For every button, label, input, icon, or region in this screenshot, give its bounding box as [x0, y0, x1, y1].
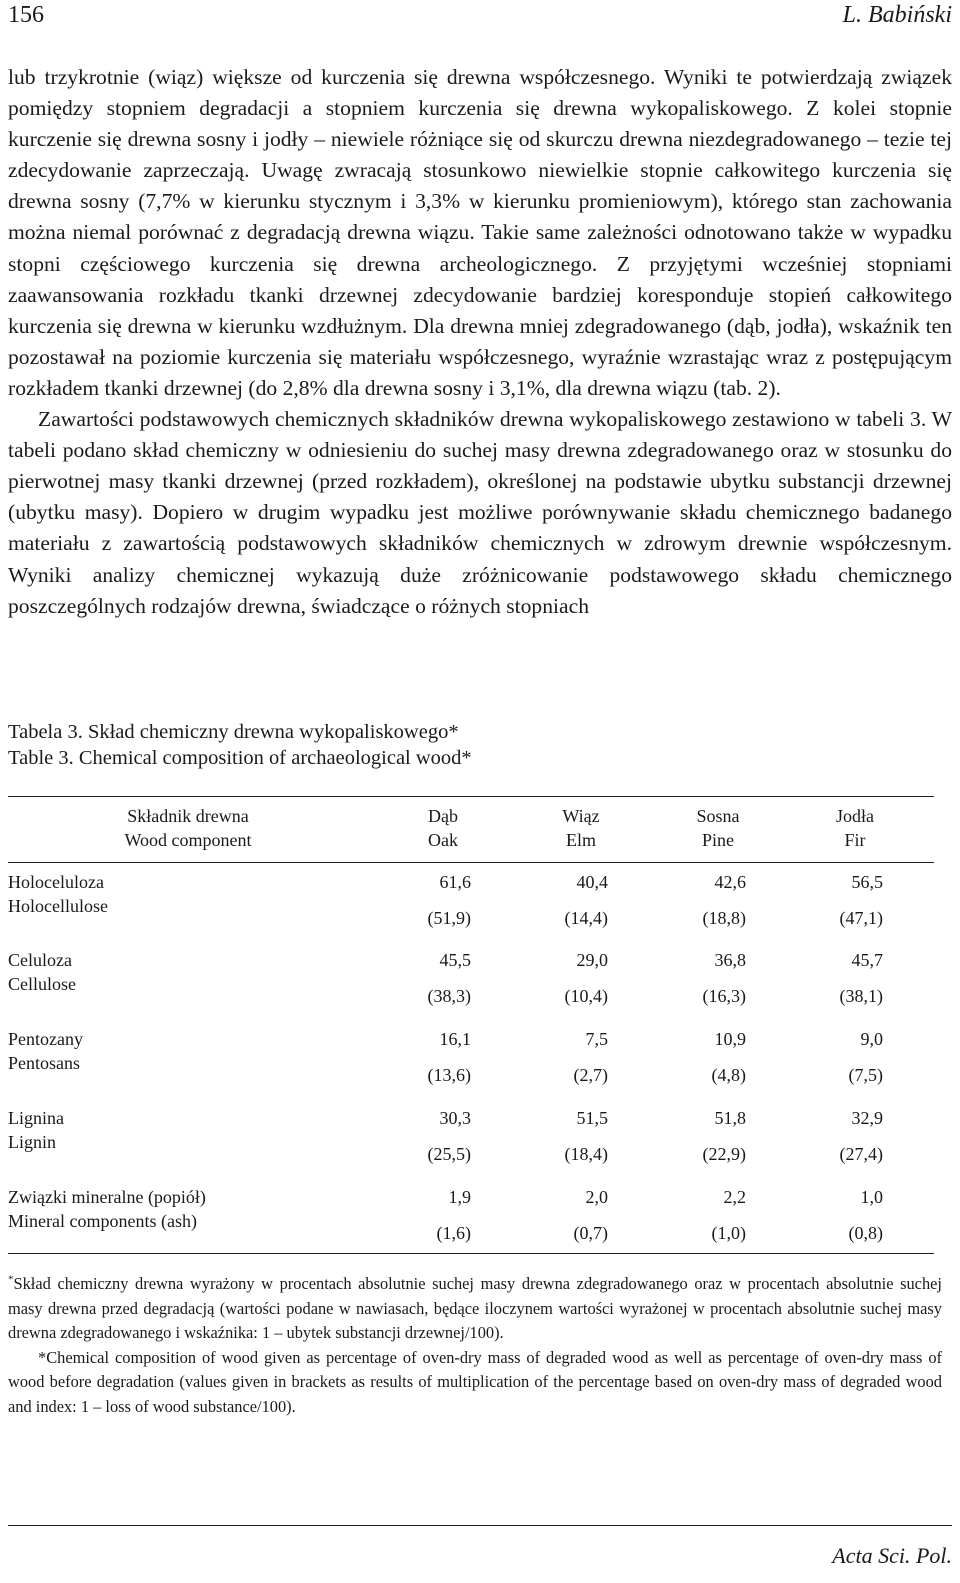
- footnote-en: *Chemical composition of wood given as percentage of oven-dry mass of degraded wood as well as percentage of oven-dry mass of wood before degradation (values given in brackets as results of multiplication of the percentage based on oven-dry mass of degraded wood and index: 1 – loss of wood substance/100).: [8, 1347, 942, 1416]
- value-original-elm: (18,4): [564, 1144, 608, 1164]
- col-header-en: Pine: [701, 830, 734, 850]
- value-oak: 45,5: [439, 950, 471, 970]
- body-text: [8, 62, 952, 622]
- row-label-pl: Związki mineralne (popiół): [8, 1187, 206, 1207]
- table-header: [8, 804, 934, 858]
- paragraph-1: lub trzykrotnie (wiąz) większe od kurczenia się drewna współczesnego. Wyniki te potwierdzają związek pomiędzy stopniem degradacji a stopniem kurczenia się drewna wykopaliskowego. Z kolei stopnie kurczenie się drewna sosny i jodły – niewiele różniące się od skurczu drewna niezdegradowanego – tezie tej zdecydowanie zaprzeczają. Uwagę zwracają stosunkowo niewielkie stopnie całkowitego kurczenia się drewna sosny (7,7% w kierunku stycznym i 3,3% w kierunku promieniowym), którego stan zachowania można niemal porównać z degradacją drewna wiązu. Takie same zależności odnotowano także w wypadku stopni częściowego kurczenia się drewna archeologicznego. Z przyjętymi wcześniej stopniami zaawansowania rozkładu tkanki drzewnej zdecydowanie bardziej koresponduje stopień całkowitego kurczenia się drewna w kierunku wzdłużnym. Dla drewna mniej zdegradowanego (dąb, jodła), wskaźnik ten pozostawał na poziomie kurczenia się materiału współczesnego, wyraźnie wzrastając wraz z postępującym rozkładem tkanki drzewnej (do 2,8% dla drewna sosny i 3,1%, dla drewna wiązu (tab. 2).: [8, 65, 952, 400]
- value-original-pine: (1,0): [711, 1223, 746, 1243]
- page-number: 156: [8, 2, 44, 28]
- value-oak: 61,6: [439, 872, 471, 892]
- value-original-elm: (0,7): [573, 1223, 608, 1243]
- value-original-elm: (2,7): [573, 1065, 608, 1085]
- value-fir: 45,7: [851, 950, 883, 970]
- value-original-fir: (27,4): [839, 1144, 883, 1164]
- value-original-oak: (51,9): [427, 908, 471, 928]
- value-original-oak: (25,5): [427, 1144, 471, 1164]
- row-label: [8, 948, 308, 996]
- col-header-pl: Wiąz: [562, 806, 600, 826]
- value-pine: 36,8: [714, 950, 746, 970]
- value-original-fir: (7,5): [848, 1065, 883, 1085]
- paragraph-2: Zawartości podstawowych chemicznych składników drewna wykopaliskowego zestawiono w tabeli 3. W tabeli podano skład chemiczny w odniesieniu do suchej masy drewna zdegradowanego oraz w stosunku do pierwotnej masy tkanki drzewnej (przed rozkładem), określonej na podstawie ubytku substancji drzewnej (ubytku masy). Dopiero w drugim wypadku jest możliwe porównywanie składu chemicznego badanego materiału z zawartością podstawowych składników chemicznych w zdrowym drewnie współczesnym. Wyniki analizy chemicznej wykazują duże zróżnicowanie podstawowego składu chemicznego poszczególnych rodzajów drewna, świadczące o różnych stopniach: [8, 407, 952, 618]
- value-elm: 51,5: [576, 1108, 608, 1128]
- table-row: [8, 1027, 934, 1101]
- col-header-pl: Jodła: [836, 806, 874, 826]
- col-header-en: Elm: [566, 830, 596, 850]
- row-label-pl: Holoceluloza: [8, 872, 104, 892]
- value-pine: 10,9: [714, 1029, 746, 1049]
- value-original-fir: (38,1): [839, 986, 883, 1006]
- value-original-elm: (14,4): [564, 908, 608, 928]
- row-label-en: Cellulose: [8, 974, 76, 994]
- table-footnote: [8, 1272, 942, 1419]
- value-oak: 30,3: [439, 1108, 471, 1128]
- running-author: L. Babiński: [842, 2, 952, 28]
- value-original-fir: (0,8): [848, 1223, 883, 1243]
- row-label: [8, 1106, 308, 1154]
- col-header-en: Wood component: [124, 830, 252, 850]
- value-original-oak: (38,3): [427, 986, 471, 1006]
- value-elm: 2,0: [585, 1187, 608, 1207]
- value-fir: 1,0: [860, 1187, 883, 1207]
- row-label-pl: Pentozany: [8, 1029, 83, 1049]
- value-pine: 2,2: [723, 1187, 746, 1207]
- row-label: [8, 1027, 308, 1075]
- value-original-oak: (13,6): [427, 1065, 471, 1085]
- table-row: [8, 870, 934, 944]
- value-original-pine: (4,8): [711, 1065, 746, 1085]
- footnote-pl-text: Skład chemiczny drewna wyrażony w procentach absolutnie suchej masy drewna zdegradowanego oraz w procentach absolutnie suchej masy drewna przed degradacją (wartości podane w nawiasach, będące iloczynem wartości wyrażonej w procentach absolutnie suchej masy drewna zdegradowanego i wskaźnika: 1 – ubytek substancji drzewnej/100).: [8, 1274, 942, 1342]
- row-label-pl: Celuloza: [8, 950, 72, 970]
- row-label-en: Mineral components (ash): [8, 1211, 197, 1231]
- col-header-pl: Składnik drewna: [127, 806, 249, 826]
- value-original-pine: (16,3): [702, 986, 746, 1006]
- table-caption-en: Table 3. Chemical composition of archaeological wood*: [8, 747, 472, 769]
- table-row: [8, 948, 934, 1022]
- row-label-en: Pentosans: [8, 1053, 80, 1073]
- col-header-fir: [800, 804, 910, 852]
- table-bottom-rule: [8, 1253, 934, 1254]
- value-fir: 32,9: [851, 1108, 883, 1128]
- value-pine: 51,8: [714, 1108, 746, 1128]
- row-label-pl: Lignina: [8, 1108, 64, 1128]
- value-oak: 16,1: [439, 1029, 471, 1049]
- table-header-rule: [8, 862, 934, 863]
- value-oak: 1,9: [448, 1187, 471, 1207]
- value-elm: 29,0: [576, 950, 608, 970]
- footnote-marker: *: [8, 1273, 14, 1286]
- value-elm: 40,4: [576, 872, 608, 892]
- running-header: [8, 2, 952, 34]
- footnote-pl: [8, 1272, 942, 1346]
- value-original-pine: (18,8): [702, 908, 746, 928]
- value-fir: 9,0: [860, 1029, 883, 1049]
- row-label: [8, 1185, 308, 1233]
- value-pine: 42,6: [714, 872, 746, 892]
- table-caption: [8, 719, 472, 771]
- value-original-pine: (22,9): [702, 1144, 746, 1164]
- value-original-elm: (10,4): [564, 986, 608, 1006]
- row-label-en: Holocellulose: [8, 896, 108, 916]
- value-elm: 7,5: [585, 1029, 608, 1049]
- col-header-elm: [526, 804, 636, 852]
- col-header-en: Fir: [844, 830, 866, 850]
- table-top-rule: [8, 796, 934, 797]
- value-original-oak: (1,6): [436, 1223, 471, 1243]
- col-header-pl: Dąb: [428, 806, 458, 826]
- col-header-oak: [388, 804, 498, 852]
- table-row: [8, 1106, 934, 1180]
- footer-rule: [8, 1525, 952, 1526]
- col-header-pine: [663, 804, 773, 852]
- col-header-component: [88, 804, 288, 852]
- table-row: [8, 1185, 934, 1259]
- journal-name: Acta Sci. Pol.: [832, 1543, 952, 1568]
- value-fir: 56,5: [851, 872, 883, 892]
- row-label-en: Lignin: [8, 1132, 56, 1152]
- col-header-en: Oak: [428, 830, 458, 850]
- col-header-pl: Sosna: [696, 806, 740, 826]
- value-original-fir: (47,1): [839, 908, 883, 928]
- table-caption-pl: Tabela 3. Skład chemiczny drewna wykopaliskowego*: [8, 721, 459, 743]
- row-label: [8, 870, 308, 918]
